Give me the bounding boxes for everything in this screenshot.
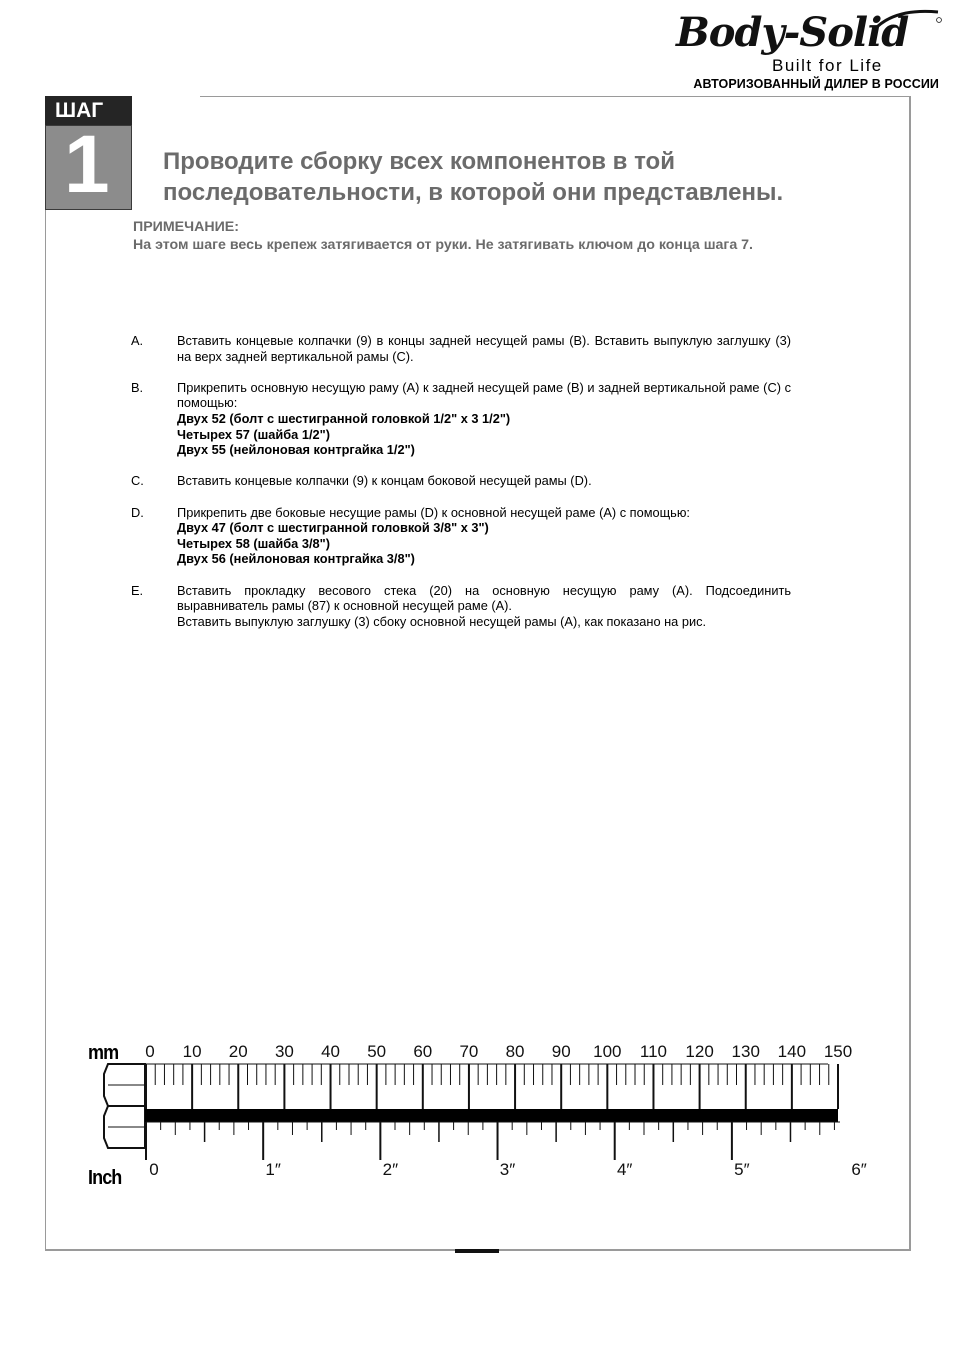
ruler-mm-label: 20 <box>228 1042 248 1061</box>
hardware-item: Четырех 57 (шайба 1/2") <box>177 426 330 442</box>
body-solid-logo <box>660 6 945 92</box>
frame-bottom-tab <box>455 1249 499 1253</box>
instruction-list <box>131 333 791 645</box>
instruction-letter: A. <box>131 333 144 348</box>
instruction-letter: E. <box>131 582 144 598</box>
ruler-inch-label: 1″ <box>265 1160 281 1179</box>
logo-tagline: Built for Life <box>772 56 883 75</box>
instruction-item <box>131 473 791 489</box>
ruler-mm-label: 40 <box>321 1042 340 1061</box>
instruction-item <box>131 505 791 567</box>
ruler-mm-label: 110 <box>639 1042 668 1061</box>
authorized-dealer-label: АВТОРИЗОВАННЫЙ ДИЛЕР В РОССИИ <box>693 77 939 91</box>
note-text: На этом шаге весь крепеж затягивается от руки. Не затягивать ключом до конца шага 7. <box>133 237 753 253</box>
instruction-text: Прикрепить две боковые несущие рамы (D) к основной несущей раме (A) с помощью: <box>177 504 690 520</box>
ruler-inch-label: 4″ <box>616 1160 633 1179</box>
step-heading <box>163 146 863 208</box>
step-number: 1 <box>64 119 110 210</box>
instruction-item <box>131 583 791 630</box>
svg-text:Body-Solid: Body-Solid <box>676 9 909 56</box>
instruction-text: Вставить прокладку весового стека (20) на основную несущую раму (A). Подсоединить выравниватель рамы (87) к основной несущей раме (A). <box>177 582 791 614</box>
ruler-inch-label: 5″ <box>734 1160 750 1179</box>
ruler-mm-label: 150 <box>823 1042 853 1061</box>
instruction-extra-text: Вставить выпуклую заглушку (3) сбоку основной несущей рамы (A), как показано на рис. <box>177 613 707 629</box>
ruler-mm-label: 60 <box>413 1042 433 1061</box>
note-title: ПРИМЕЧАНИЕ: <box>133 219 239 235</box>
ruler-mm-label: 120 <box>685 1042 714 1061</box>
ruler-mm-label: 100 <box>593 1042 622 1061</box>
ruler-mm-label: 10 <box>182 1042 202 1061</box>
ruler-mm-label: 50 <box>367 1042 387 1061</box>
instruction-letter: D. <box>131 504 144 520</box>
ruler-mm-label: 80 <box>505 1042 525 1061</box>
instruction-letter: B. <box>131 379 144 395</box>
heading-line-1: Проводите сборку всех компонентов в той <box>163 148 675 175</box>
instruction-text: Вставить концевые колпачки (9) в концы задней несущей рамы (B). Вставить выпуклую заглушку (3) на верх задней вертикальной рамы (C). <box>177 333 791 364</box>
instruction-item <box>131 333 791 364</box>
bolt-head-icon <box>104 1064 145 1148</box>
frame-top-border <box>200 96 911 97</box>
ruler-mm-label: 90 <box>551 1042 571 1061</box>
instruction-letter: C. <box>131 473 144 489</box>
ruler-mm-unit: mm <box>88 1042 119 1064</box>
bolt-size-ruler <box>0 1030 954 1210</box>
step-badge <box>45 96 132 210</box>
hardware-item: Двух 55 (нейлоновая контргайка 1/2") <box>177 442 415 458</box>
ruler-mm-label: 70 <box>459 1042 479 1061</box>
ruler-mm-label: 0 <box>145 1042 155 1061</box>
ruler-graphic <box>0 1030 954 1210</box>
note-block <box>133 218 893 254</box>
ruler-inch-label: 0 <box>149 1160 159 1179</box>
hardware-item: Двух 56 (нейлоновая контргайка 3/8") <box>177 551 415 567</box>
hardware-item: Четырех 58 (шайба 3/8") <box>177 535 330 551</box>
ruler-inch-label: 2″ <box>382 1160 399 1179</box>
heading-line-2: последовательности, в которой они представлены. <box>163 179 784 206</box>
hardware-item: Двух 47 (болт с шестигранной головкой 3/8" x 3") <box>177 520 489 536</box>
ruler-mm-label: 130 <box>731 1042 760 1061</box>
step-number-box <box>45 119 132 210</box>
ruler-mm-label: 140 <box>777 1042 807 1061</box>
ruler-mm-label: 30 <box>274 1042 294 1061</box>
hardware-item: Двух 52 (болт с шестигранной головкой 1/2" x 3 1/2") <box>177 410 511 426</box>
instruction-text: Прикрепить основную несущую раму (A) к задней несущей раме (B) и задней вертикальной раме (C) с помощью: <box>177 379 791 411</box>
ruler-inch-unit: Inch <box>88 1167 122 1189</box>
ruler-inch-label: 6″ <box>851 1160 867 1179</box>
step-label: ШАГ <box>45 96 132 125</box>
instruction-item <box>131 380 791 458</box>
instruction-text: Вставить концевые колпачки (9) к концам боковой несущей рамы (D). <box>177 473 592 489</box>
bolt-shaft <box>145 1109 838 1122</box>
ruler-inch-label: 3″ <box>499 1160 516 1179</box>
